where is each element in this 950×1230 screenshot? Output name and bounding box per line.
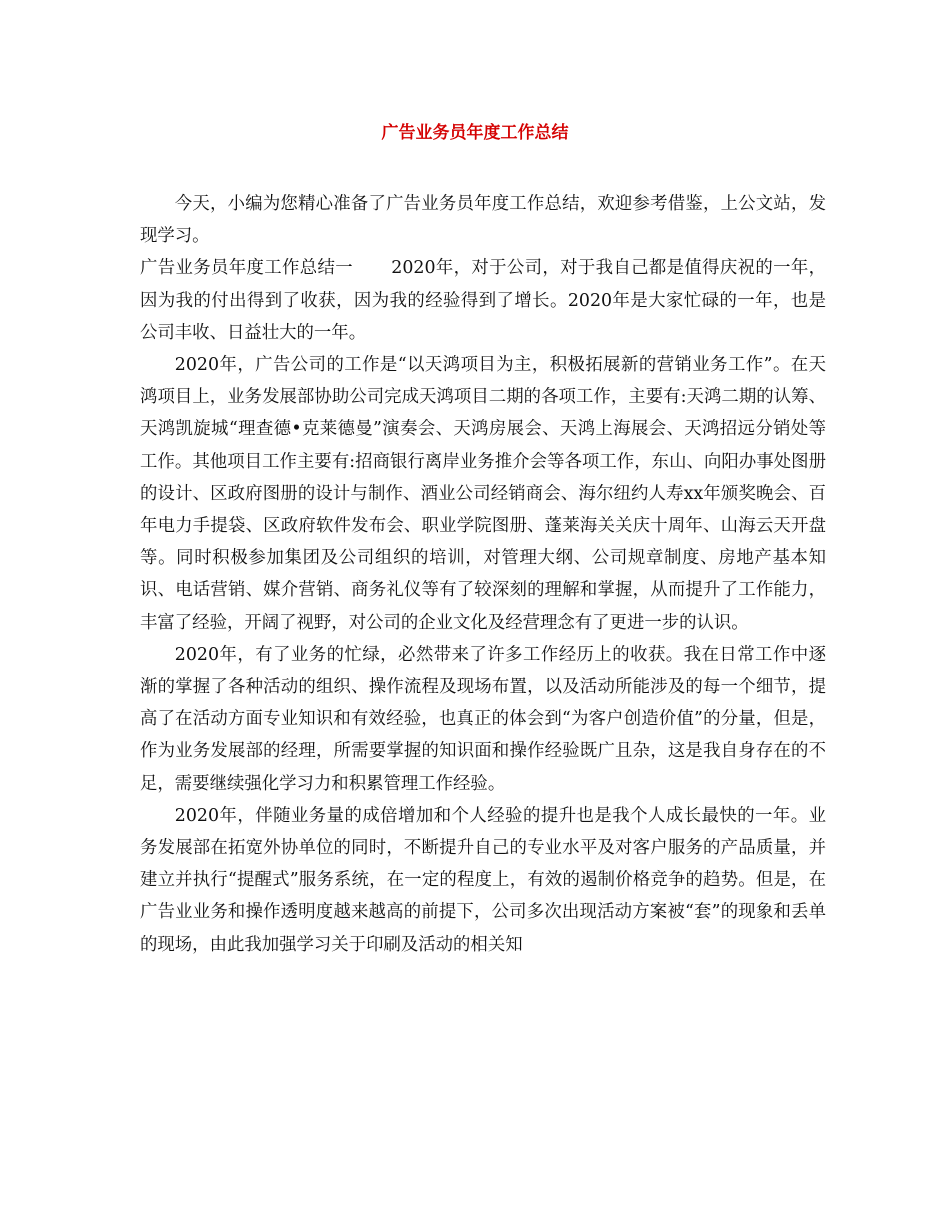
body-paragraph: 2020年，广告公司的工作是“以天鸿项目为主，积极拓展新的营销业务工作”。在天鸿项目上，业务发展部协助公司完成天鸿项目二期的各项工作，主要有:天鸿二期的认筹、天鸿凯旋城“理查德•克莱德曼”演奏会、天鸿房展会、天鸿上海展会、天鸿招远分销处等工作。其他项目工作主要有:招商银行离岸业务推介会等各项工作，东山、向阳办事处图册的设计、区政府图册的设计与制作、酒业公司经销商会、海尔纽约人寿xx年颁奖晚会、百年电力手提袋、区政府软件发布会、职业学院图册、蓬莱海关关庆十周年、山海云天开盘等。同时积极参加集团及公司组织的培训，对管理大纲、公司规章制度、房地产基本知识、电话营销、媒介营销、商务礼仪等有了较深刻的理解和掌握，从而提升了工作能力，丰富了经验，开阔了视野，对公司的企业文化及经营理念有了更进一步的认识。 <box>140 355 826 633</box>
document-title: 广告业务员年度工作总结 <box>381 123 569 143</box>
body-paragraph: 2020年，有了业务的忙绿，必然带来了许多工作经历上的收获。我在日常工作中逐渐的掌握了各种活动的组织、操作流程及现场布置，以及活动所能涉及的每一个细节，提高了在活动方面专业知识和有效经验，也真正的体会到“为客户创造价值”的分量，但是，作为业务发展部的经理，所需要掌握的知识面和操作经验既广且杂，这是我自身存在的不足，需要继续强化学习力和积累管理工作经验。 <box>140 644 826 794</box>
document-body <box>140 188 826 961</box>
body-paragraph: 2020年，伴随业务量的成倍增加和个人经验的提升也是我个人成长最快的一年。业务发展部在拓宽外协单位的同时，不断提升自己的专业水平及对客户服务的产品质量，并建立并执行“提醒式”服务系统，在一定的程度上，有效的遏制价格竞争的趋势。但是，在广告业业务和操作透明度越来越高的前提下，公司多次出现活动方案被“套”的现象和丢单的现场，由此我加强学习关于印刷及活动的相关知 <box>140 805 826 955</box>
section-one-paragraph <box>140 252 826 349</box>
section-label: 广告业务员年度工作总结一 <box>140 258 353 279</box>
section-one-text: 2020年，对于公司，对于我自己都是值得庆祝的一年，因为我的付出得到了收获，因为我的经验得到了增长。2020年是大家忙碌的一年，也是公司丰收、日益壮大的一年。 <box>140 258 826 343</box>
intro-paragraph: 今天，小编为您精心准备了广告业务员年度工作总结，欢迎参考借鉴，上公文站，发现学习。 <box>140 194 826 247</box>
